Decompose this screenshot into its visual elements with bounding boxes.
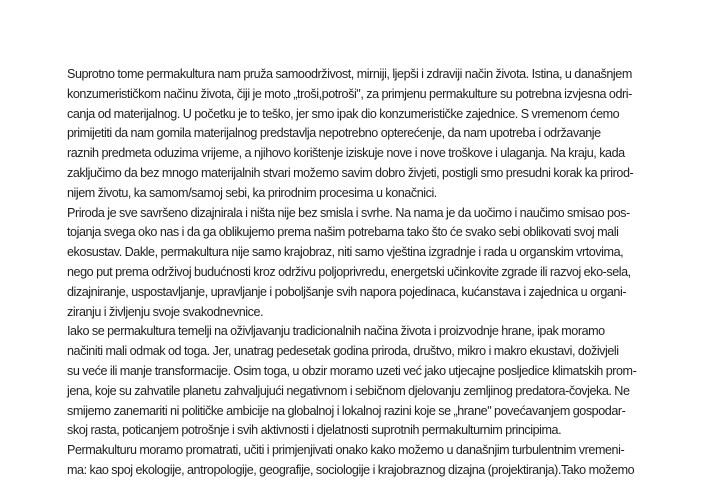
text-line: Permakulturu moramo promatrati, učiti i primjenjivati onako kako možemo u današnjim turbulentnim vremeni- <box>67 443 625 458</box>
text-line: nijem životu, ka samom/samoj sebi, ka prirodnim procesima u konačnici. <box>67 185 437 200</box>
body-text <box>67 65 647 481</box>
text-line: jena, koje su zahvatile planetu zahvaljujući negativnom i sebičnom djelovanju zemljinog predatora-čovjeka. Ne <box>67 383 630 398</box>
text-line: ziranju i življenju svoje svakodnevnice. <box>67 304 264 319</box>
text-line: dizajniranje, uspostavljanje, upravljanje i poboljšanje svih napora pojedinaca, kućanstava i zajednica u organi- <box>67 284 627 299</box>
text-line: su veće ili manje transformacije. Osim toga, u obzir moramo uzeti već jako utjecajne posljedice klimatskih prom- <box>67 363 637 378</box>
text-line: smijemo zanemariti ni političke ambicije na globalnoj i lokalnoj razini koje se „hrane" povećavanjem gospodar- <box>67 403 626 418</box>
text-line: canja od materijalnog. U početku je to teško, jer smo ipak dio konzumerističke zajednice. S vremenom ćemo <box>67 106 620 121</box>
text-line: Suprotno tome permakultura nam pruža samoodrživost, mirniji, ljepši i zdraviji način života. Istina, u današnjem <box>67 67 632 81</box>
text-line: ma: kao spoj ekologije, antropologije, geografije, sociologije i krajobraznog dizajna (projektiranja).Tako možemo <box>67 462 635 477</box>
text-line: konzumerističkom načinu života, čiji je moto „troši,potroši", za primjenu permakulture su potrebna izvjesna odri- <box>67 86 632 101</box>
text-line: tojanja svega oko nas i da ga oblikujemo prema našim potrebama tako što će svako sebi oblikovati svoj mali <box>67 225 619 240</box>
text-line: Priroda je sve savršeno dizajnirala i ništa nije bez smisla i svrhe. Na nama je da uočimo i naučimo smisao pos- <box>67 205 630 220</box>
text-line: zaključimo da bez mnogo materijalnih stvari možemo savim dobro živjeti, postigli smo presudni korak ka prirod- <box>67 165 634 180</box>
text-line: ekosustav. Dakle, permakultura nije samo krajobraz, niti samo vještina izgradnje i rada u organskim vrtovima, <box>67 245 624 260</box>
text-line: primijetiti da nam gomila materijalnog predstavlja nepotrebno opterećenje, da nam upotreba i održavanje <box>67 126 601 141</box>
text-line: nego put prema održivoj budućnosti kroz održivu poljoprivredu, energetski učinkovite zgrade ili razvoj eko-sela, <box>67 264 631 279</box>
text-line: načiniti mali odmak od toga. Jer, unatrag pedesetak godina priroda, društvo, mikro i makro ekustavi, doživjeli <box>67 344 619 359</box>
text-line: Iako se permakultura temelji na oživljavanju tradicionalnih načina života i proizvodnje hrane, ipak moramo <box>67 324 605 339</box>
text-line: raznih predmeta oduzima vrijeme, a njihovo korištenje iziskuje nove i nove troškove i ulaganja. Na kraju, kada <box>67 146 625 161</box>
text-line: skoj rasta, poticanjem potrošnje i svih aktivnosti i djelatnosti suprotnih permakulturnim principima. <box>67 423 562 438</box>
